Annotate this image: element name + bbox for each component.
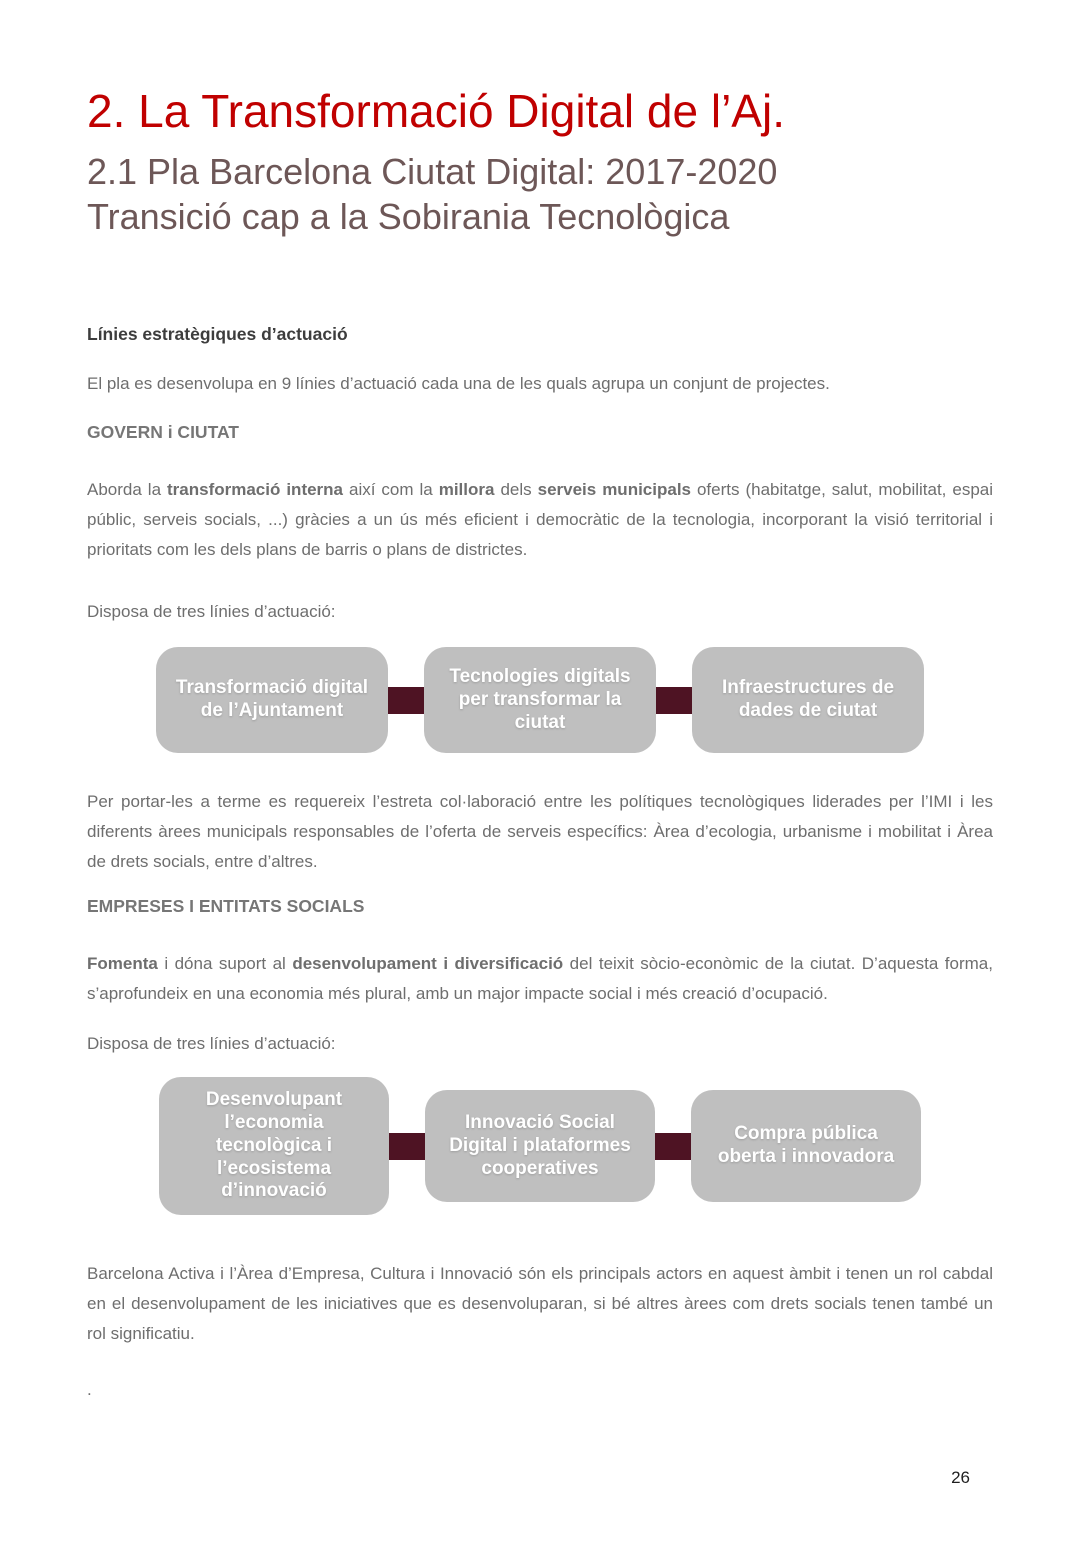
govern-after-paragraph: Per portar-les a terme es requereix l’estreta col·laboració entre les polítiques tecnològiques liderades per l’IMI i les diferents àrees municipals responsables de l’oferta de serveis específics: Àrea d’ecologia, urbanisme i mobilitat i Àrea de drets socials, entre d’altres. bbox=[87, 792, 993, 872]
subtitle-line-1: 2.1 Pla Barcelona Ciutat Digital: 2017-2020 bbox=[87, 151, 778, 193]
empreses-section-heading: EMPRESES I ENTITATS SOCIALS bbox=[87, 896, 365, 917]
connector-bar bbox=[389, 1133, 425, 1160]
diagram-box-compra-publica: Compra pública oberta i innovadora bbox=[691, 1090, 921, 1202]
page-number: 26 bbox=[951, 1468, 970, 1487]
intro-paragraph: El pla es desenvolupa en 9 línies d’actuació cada una de les quals agrupa un conjunt de projectes. bbox=[87, 374, 830, 394]
connector-bar bbox=[656, 687, 692, 714]
govern-disposa-text: Disposa de tres línies d’actuació: bbox=[87, 602, 336, 622]
govern-section-heading: GOVERN i CIUTAT bbox=[87, 422, 239, 443]
diagram-box-desenvolupant-economia: Desenvolupant l’economia tecnològica i l’ecosistema d’innovació bbox=[159, 1077, 389, 1215]
empreses-after-paragraph: Barcelona Activa i l’Àrea d’Empresa, Cultura i Innovació són els principals actors en aquest àmbit i tenen un rol cabdal en el desenvolupament de les iniciatives que es desenvoluparan, si bé altres àrees com drets socials tenen també un rol significatiu. bbox=[87, 1264, 993, 1344]
page-title: 2. La Transformació Digital de l’Aj. bbox=[87, 85, 785, 137]
connector-bar bbox=[655, 1133, 691, 1160]
diagram-box-innovacio-social: Innovació Social Digital i plataformes cooperatives bbox=[425, 1090, 655, 1202]
diagram-box-infraestructures-dades: Infraestructures de dades de ciutat bbox=[692, 647, 924, 753]
govern-paragraph: Aborda la transformació interna així com la millora dels serveis municipals oferts (habitatge, salut, mobilitat, espai públic, serveis socials, ...) gràcies a un ús més eficient i democràtic de la tecnologia, incorporant la visió territorial i prioritats com les dels plans de barris o plans de districtes. bbox=[87, 480, 994, 560]
subtitle-line-2: Transició cap a la Sobirania Tecnològica bbox=[87, 196, 730, 238]
trailing-period: . bbox=[87, 1380, 92, 1400]
diagram-box-transformacio-digital: Transformació digital de l’Ajuntament bbox=[156, 647, 388, 753]
page-content bbox=[0, 84, 1080, 1405]
strategic-lines-heading: Línies estratègiques d’actuació bbox=[87, 324, 348, 345]
empreses-diagram bbox=[87, 1077, 993, 1215]
empreses-disposa-text: Disposa de tres línies d’actuació: bbox=[87, 1034, 336, 1054]
govern-diagram bbox=[87, 647, 993, 753]
diagram-box-tecnologies-digitals: Tecnologies digitals per transformar la ciutat bbox=[424, 647, 656, 753]
page-subtitle bbox=[87, 149, 993, 239]
connector-bar bbox=[388, 687, 424, 714]
empreses-paragraph: Fomenta i dóna suport al desenvolupament i diversificació del teixit sòcio-econòmic de la ciutat. D’aquesta forma, s’aprofundeix en una economia més plural, amb un major impacte social i més creació d’ocupació. bbox=[87, 954, 993, 1004]
